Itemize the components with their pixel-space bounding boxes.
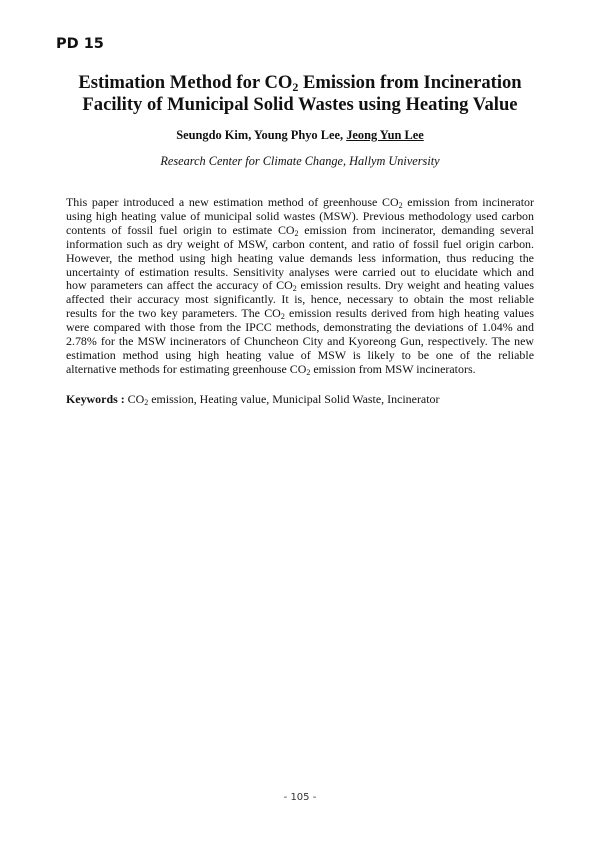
subscript: 2 xyxy=(292,284,297,294)
abstract-line xyxy=(66,238,534,252)
keywords-pre: CO xyxy=(127,392,145,406)
keywords-sub: 2 xyxy=(144,398,149,407)
subscript: 2 xyxy=(294,228,299,238)
authors-plain: Seungdo Kim, Young Phyo Lee, xyxy=(176,128,347,142)
abstract-text: how parameters can affect the accuracy of CO xyxy=(66,278,293,293)
abstract-line xyxy=(66,335,534,349)
abstract-line xyxy=(66,252,534,266)
subscript: 2 xyxy=(280,312,285,322)
abstract-text: information such as dry weight of MSW, carbon content, and ratio of fossil fuel origin carbon. xyxy=(66,236,534,251)
abstract-text: affected their accuracy most significantly. It is, hence, necessary to obtain the most reliable xyxy=(66,292,534,307)
abstract-body xyxy=(66,196,534,377)
abstract-text: using high heating value of municipal solid wastes (MSW). Previous methodology used carbon xyxy=(66,208,534,223)
abstract-text: estimation method using high heating value of MSW is likely to be one of the reliable xyxy=(66,347,534,362)
abstract-text: uncertainty of estimation results. Sensitivity analyses were carried out to elucidate which and xyxy=(66,264,534,279)
title-line-2: Facility of Municipal Solid Wastes using Heating Value xyxy=(82,94,518,115)
presenting-author: Jeong Yun Lee xyxy=(346,128,424,142)
title-line-1-sub: 2 xyxy=(292,80,299,94)
abstract-text: emission from MSW incinerators. xyxy=(310,361,476,376)
abstract-text: emission from incinerator xyxy=(402,195,534,209)
abstract-text: This paper introduced a new estimation method of greenhouse CO xyxy=(66,195,399,209)
abstract-text: However, the method using high heating value demands less information, thus reducing the xyxy=(66,250,534,265)
keywords-post: emission, Heating value, Municipal Solid Waste, Incinerator xyxy=(148,392,440,406)
page-number: - 105 - xyxy=(283,792,317,803)
title-line-1-pre: Estimation Method for CO xyxy=(78,72,293,93)
keywords-label: Keywords : xyxy=(66,392,128,406)
abstract-text: contents of fossil fuel origin to estimate CO xyxy=(66,222,295,237)
subscript: 2 xyxy=(306,367,311,377)
abstract-text: emission results derived from high heating values xyxy=(284,306,534,321)
abstract-line xyxy=(66,363,534,377)
keywords-line xyxy=(66,392,534,407)
abstract-text: emission from incinerator, demanding several xyxy=(298,222,534,237)
abstract-text: alternative methods for estimating greenhouse CO xyxy=(66,361,307,376)
abstract-line xyxy=(66,307,534,321)
abstract-text: were compared with those from the IPCC methods, demonstrating the deviations of 1.04% and xyxy=(66,320,534,335)
abstract-line xyxy=(66,210,534,224)
subscript: 2 xyxy=(398,201,403,210)
title-line-1-post: Emission from Incineration xyxy=(298,72,522,93)
author-list xyxy=(0,128,600,143)
abstract-text: emission results. Dry weight and heating values xyxy=(296,278,534,293)
abstract-text: 2.78% for the MSW incinerators of Chuncheon City and Kyoreong Gun, respectively. The new xyxy=(66,334,534,349)
abstract-line xyxy=(66,224,534,238)
abstract-text: results for the two key parameters. The CO xyxy=(66,306,281,321)
abstract-line xyxy=(66,279,534,293)
abstract-line xyxy=(66,321,534,335)
abstract-line xyxy=(66,266,534,280)
session-tag: PD 15 xyxy=(56,36,104,52)
abstract-line xyxy=(66,196,534,210)
affiliation: Research Center for Climate Change, Hallym University xyxy=(160,154,440,168)
title-line-1 xyxy=(40,72,560,94)
abstract-line xyxy=(66,349,534,363)
abstract-line xyxy=(66,293,534,307)
paper-title xyxy=(40,72,560,116)
